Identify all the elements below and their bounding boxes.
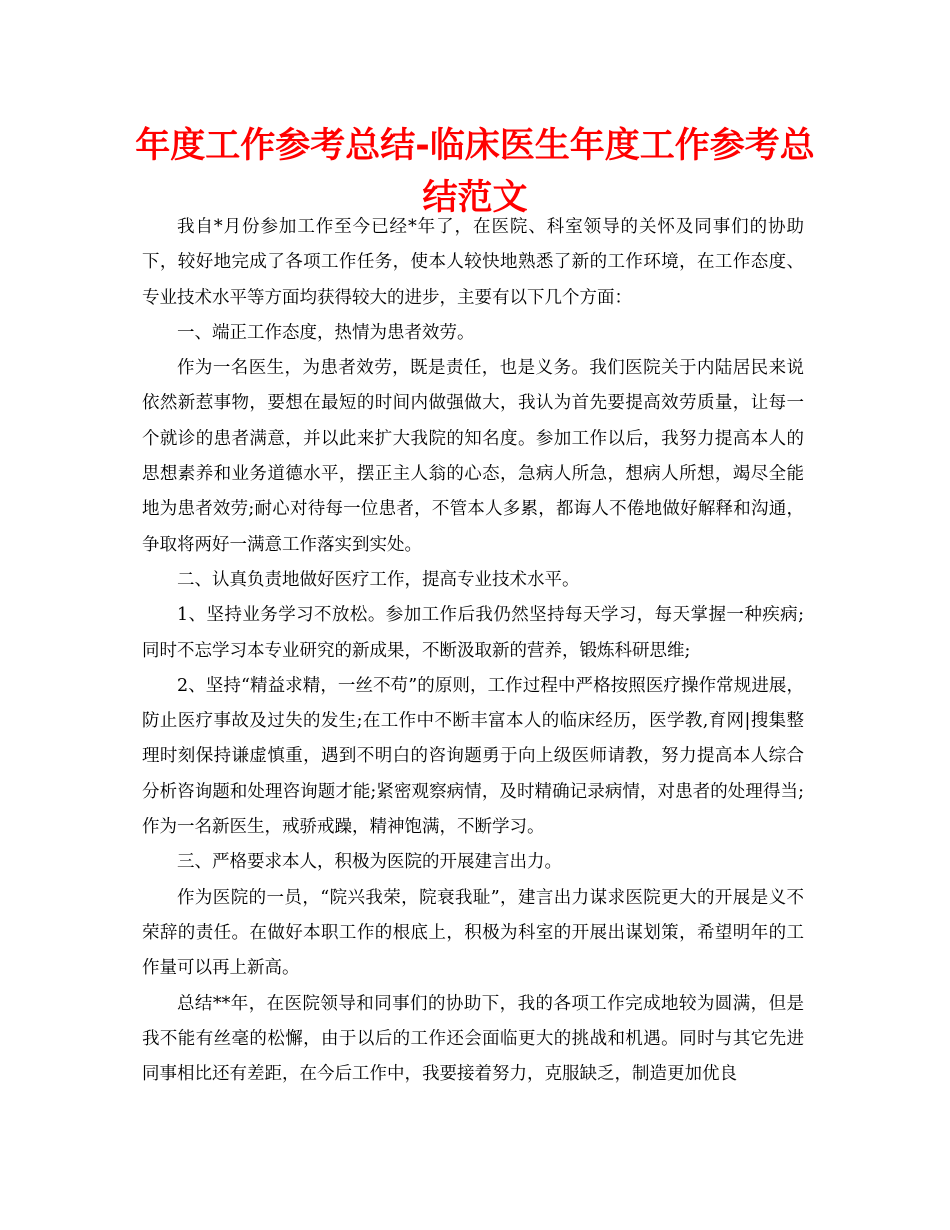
paragraph-section-3: 作为医院的一员，“院兴我荣，院衰我耻”，建言出力谋求医院更大的开展是义不荣辞的责任。在做好本职工作的根底上，积极为科室的开展出谋划策，希望明年的工作量可以再上新高。 xyxy=(142,887,804,979)
document-title: 年度工作参考总结-临床医生年度工作参考总结范文 xyxy=(135,126,815,218)
section-heading-1: 一、端正工作态度，热情为患者效劳。 xyxy=(177,322,475,343)
paragraph-item-2: 2、坚持“精益求精，一丝不苟”的原则，工作过程中严格按照医疗操作常规进展，防止医疗事故及过失的发生;在工作中不断丰富本人的临床经历，医学教,育网|搜集整理时刻保持谦虚慎重，遇到不明白的咨询题勇于向上级医师请教，努力提高本人综合分析咨询题和处理咨询题才能;紧密观察病情，及时精确记录病情，对患者的处理得当;作为一名新医生，戒骄戒躁，精神饱满，不断学习。 xyxy=(142,675,804,838)
paragraph-section-1: 作为一名医生，为患者效劳，既是责任，也是义务。我们医院关于内陆居民来说依然新惹事物，要想在最短的时间内做强做大，我认为首先要提高效劳质量，让每一个就诊的患者满意，并以此来扩大我院的知名度。参加工作以后，我努力提高本人的思想素养和业务道德水平，摆正主人翁的心态，急病人所急，想病人所想，竭尽全能地为患者效劳;耐心对待每一位患者，不管本人多累，都诲人不倦地做好解释和沟通，争取将两好一满意工作落实到实处。 xyxy=(142,358,804,555)
section-heading-3: 三、严格要求本人，积极为医院的开展建言出力。 xyxy=(177,852,562,873)
paragraph-item-1: 1、坚持业务学习不放松。参加工作后我仍然坚持每天学习，每天掌握一种疾病;同时不忘学习本专业研究的新成果，不断汲取新的营养，锻炼科研思维; xyxy=(142,605,804,661)
document-body xyxy=(142,210,804,1092)
paragraph-summary: 总结**年，在医院领导和同事们的协助下，我的各项工作完成地较为圆满，但是我不能有丝毫的松懈，由于以后的工作还会面临更大的挑战和机遇。同时与其它先进同事相比还有差距，在今后工作中，我要接着努力，克服缺乏，制造更加优良 xyxy=(142,993,804,1085)
paragraph-intro: 我自*月份参加工作至今已经*年了，在医院、科室领导的关怀及同事们的协助下，较好地完成了各项工作任务，使本人较快地熟悉了新的工作环境，在工作态度、专业技术水平等方面均获得较大的进步，主要有以下几个方面： xyxy=(142,217,804,308)
section-heading-2: 二、认真负责地做好医疗工作，提高专业技术水平。 xyxy=(177,569,580,590)
